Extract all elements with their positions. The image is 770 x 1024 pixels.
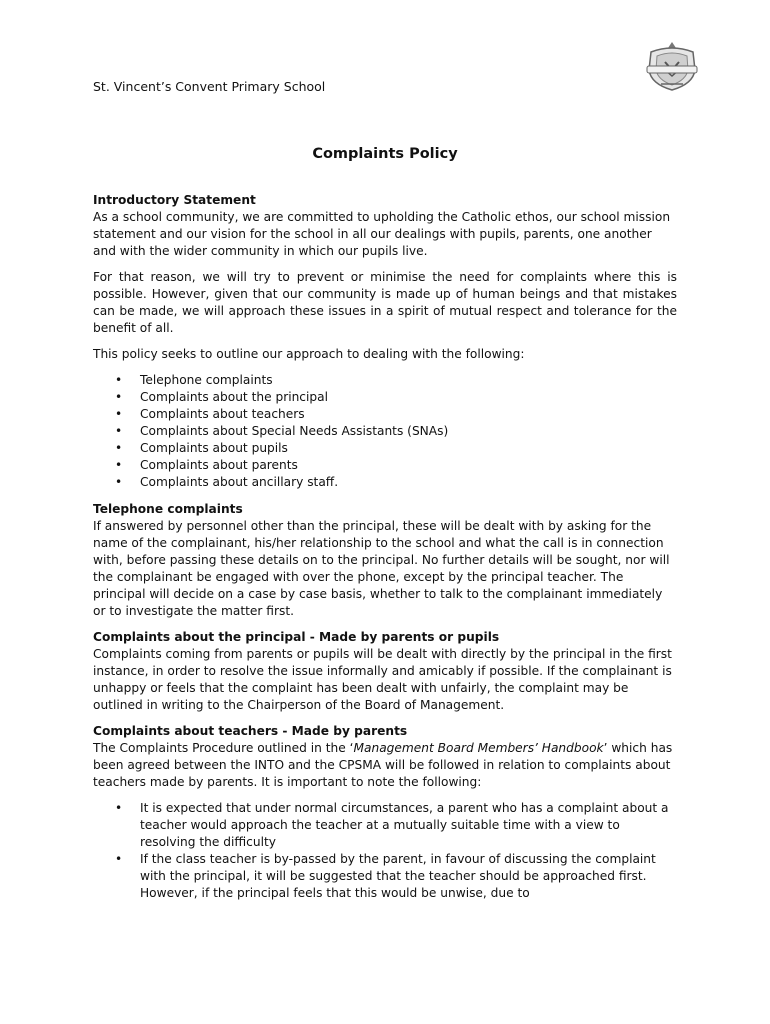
page-title: Complaints Policy [312,146,458,162]
list-item: • Complaints about the principal [140,389,677,406]
list-item: • Complaints about teachers [140,406,677,423]
list-item: • Telephone complaints [140,372,677,389]
teachers-heading: Complaints about teachers - Made by parents [93,724,408,738]
school-name: St. Vincent’s Convent Primary School [93,79,326,94]
list-item: • It is expected that under normal circumstances, a parent who has a complaint about a teacher would approach the teacher at a mutually suitable time with a view to resolving the difficulty [140,800,677,851]
teachers-notes-list [93,800,677,902]
principal-heading: Complaints about the principal - Made by parents or pupils [93,630,500,644]
intro-paragraph-2: For that reason, we will try to prevent or minimise the need for complaints where this is possible. However, given that our community is made up of human beings and that mistakes can be made, we will approach these issues in a spirit of mutual respect and tolerance for the benefit of all. [93,270,677,335]
teachers-paragraph-end: ’ which has been agreed between the INTO and the CPSMA will be followed in relation to complaints about teachers made by parents. It is important to note the following: [93,741,673,789]
intro-paragraph-3: This policy seeks to outline our approach to dealing with the following: [93,347,525,361]
policy-scope-list [93,372,677,491]
list-item: • Complaints about Special Needs Assistants (SNAs) [140,423,677,440]
teachers-paragraph-start: The Complaints Procedure outlined in the ‘ [93,741,354,755]
handbook-title: Management Board Members’ Handbook [353,741,604,755]
school-crest-icon [643,40,701,92]
teachers-paragraph [93,740,677,791]
document-body [93,192,677,912]
list-item: • If the class teacher is by-passed by the parent, in favour of discussing the complaint with the principal, it will be suggested that the teacher should be approached first. However, if the principal feels that this would be unwise, due to [140,851,677,902]
list-item: • Complaints about pupils [140,440,677,457]
list-item: • Complaints about parents [140,457,677,474]
principal-paragraph: Complaints coming from parents or pupils will be dealt with directly by the principal in the first instance, in order to resolve the issue informally and amicably if possible. If the complainant is unhappy or feels that the complaint has been dealt with unfairly, the complaint may be outlined in writing to the Chairperson of the Board of Management. [93,647,672,712]
telephone-heading: Telephone complaints [93,502,243,516]
telephone-paragraph: If answered by personnel other than the principal, these will be dealt with by asking for the name of the complainant, his/her relationship to the school and what the call is in connection with, before passing these details on to the principal. No further details will be sought, nor will the complainant be engaged with over the phone, except by the principal teacher. The principal will decide on a case by case basis, whether to talk to the complainant immediately or to investigate the matter first. [93,519,670,618]
intro-paragraph-1: As a school community, we are committed to upholding the Catholic ethos, our school mission statement and our vision for the school in all our dealings with pupils, parents, one another and with the wider community in which our pupils live. [93,210,671,258]
list-item: • Complaints about ancillary staff. [140,474,677,491]
intro-heading: Introductory Statement [93,193,256,207]
